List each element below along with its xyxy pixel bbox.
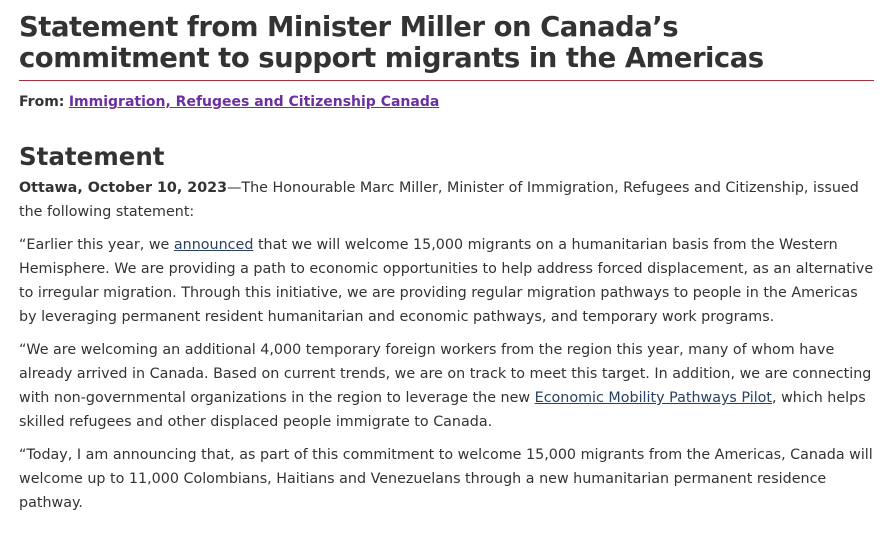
announced-link[interactable]: announced [173,237,254,253]
dateline: Ottawa, October 10, 2023 [19,180,228,196]
emppp-link[interactable]: Economic Mobility Pathways Pilot [534,390,773,406]
department-link[interactable]: Immigration, Refugees and Citizenship Canada [68,94,440,110]
paragraph-2 [19,233,877,329]
section-heading: Statement [19,142,165,171]
page-title: Statement from Minister Miller on Canada’s commitment to support migrants in the Americas [19,12,874,81]
paragraph-2-text-a: “Earlier this year, we [19,237,174,253]
from-line [19,92,874,112]
from-label: From: [19,94,65,110]
paragraph-dateline [19,176,877,224]
paragraph-3-text-a: “We are welcoming an additional 4,000 temporary foreign workers from the region this year, many of whom have already arrived in Canada. Based on current trends, we are on track to meet this target. In addition, we are connecting with non-governmental organizations in the region to leverage the new [19,342,872,406]
paragraph-2-text-b: that we will welcome 15,000 migrants on a humanitarian basis from the Western Hemisphere. We are providing a path to economic opportunities to help address forced displacement, as an alternative to irregular migration. Through this initiative, we are providing regular migration pathways to people in the Americas by leveraging permanent resident humanitarian and economic pathways, and temporary work programs. [19,237,874,325]
paragraph-3-text-b: , which helps skilled refugees and other displaced people immigrate to Canada. [19,390,866,430]
paragraph-1-text: —The Honourable Marc Miller, Minister of Immigration, Refugees and Citizenship, issued the following statement: [19,180,859,220]
paragraph-3 [19,338,877,434]
paragraph-4: “Today, I am announcing that, as part of this commitment to welcome 15,000 migrants from the Americas, Canada will welcome up to 11,000 Colombians, Haitians and Venezuelans through a new humanitarian permanent residence pathway. [19,447,873,511]
